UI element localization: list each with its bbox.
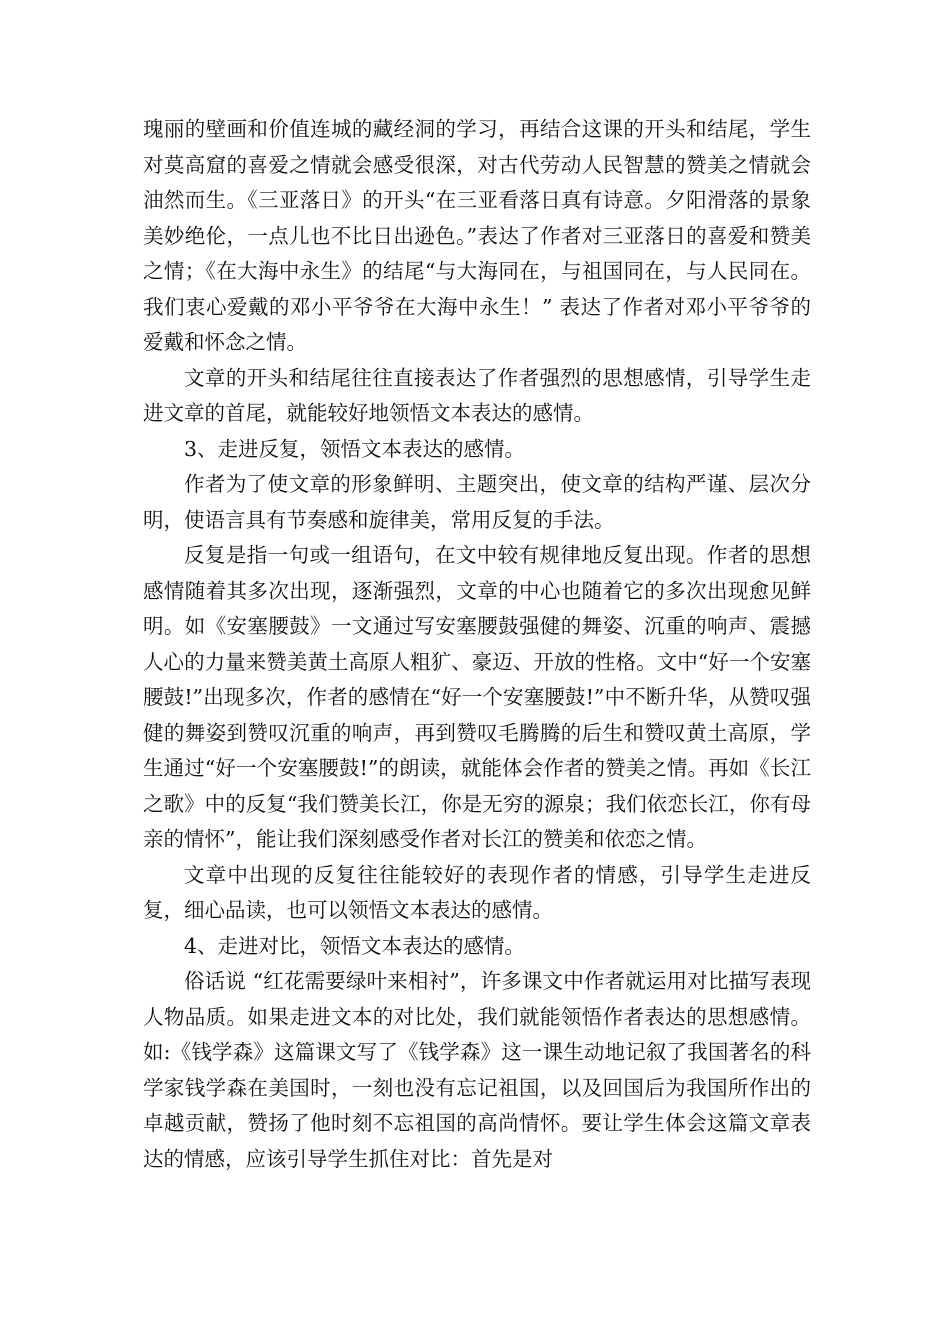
section-heading-3: 3、走进反复，领悟文本表达的感情。 [184, 436, 526, 461]
paragraph-repetition-examples: 反复是指一句或一组语句，在文中较有规律地反复出现。作者的思想感情随着其多次出现，逐渐强烈，文章的中心也随着它的多次出现愈见鲜明。如《安塞腰鼓》一文通过写安塞腰鼓强健的舞姿、沉重的响声、震撼人心的力量来赞美黄土高原人粗犷、豪迈、开放的性格。文中“好一个安塞腰鼓!”出现多次，作者的感情在“好一个安塞腰鼓!”中不断升华，从赞叹强健的舞姿到赞叹沉重的响声，再到赞叹毛腾腾的后生和赞叹黄土高原，学生通过“好一个安塞腰鼓!”的朗读，就能体会作者的赞美之情。再如《长江之歌》中的反复“我们赞美长江，你是无穷的源泉；我们依恋长江，你有母亲的情怀”，能让我们深刻感受作者对长江的赞美和依恋之情。 [143, 543, 811, 851]
document-body [143, 112, 811, 1177]
paragraph-repetition-intro: 作者为了使文章的形象鲜明、主题突出，使文章的结构严谨、层次分明，使语言具有节奏感和旋律美，常用反复的手法。 [143, 472, 811, 532]
paragraph-summary-opening-ending: 文章的开头和结尾往往直接表达了作者强烈的思想感情，引导学生走进文章的首尾，就能较好地领悟文本表达的感情。 [143, 365, 811, 425]
paragraph-summary-repetition: 文章中出现的反复往往能较好的表现作者的情感，引导学生走进反复，细心品读，也可以领悟文本表达的感情。 [143, 862, 811, 922]
paragraph-contrast: 俗话说 “红花需要绿叶来相衬”，许多课文中作者就运用对比描写表现人物品质。如果走进文本的对比处，我们就能领悟作者表达的思想感情。如:《钱学森》这篇课文写了《钱学森》这一课生动地记叙了我国著名的科学家钱学森在美国时，一刻也没有忘记祖国，以及回国后为我国所作出的卓越贡献，赞扬了他时刻不忘祖国的高尚情怀。要让学生体会这篇文章表达的情感，应该引导学生抓住对比：首先是对 [143, 969, 811, 1171]
section-heading-4: 4、走进对比，领悟文本表达的感情。 [184, 933, 526, 958]
paragraph-continuation: 瑰丽的壁画和价值连城的藏经洞的学习，再结合这课的开头和结尾，学生对莫高窟的喜爱之情就会感受很深，对古代劳动人民智慧的赞美之情就会油然而生。《三亚落日》的开头“在三亚看落日真有诗意。夕阳滑落的景象美妙绝伦，一点儿也不比日出逊色。”表达了作者对三亚落日的喜爱和赞美之情；《在大海中永生》的结尾“与大海同在，与祖国同在，与人民同在。我们衷心爱戴的邓小平爷爷在大海中永生！” 表达了作者对邓小平爷爷的爱戴和怀念之情。 [143, 117, 811, 354]
